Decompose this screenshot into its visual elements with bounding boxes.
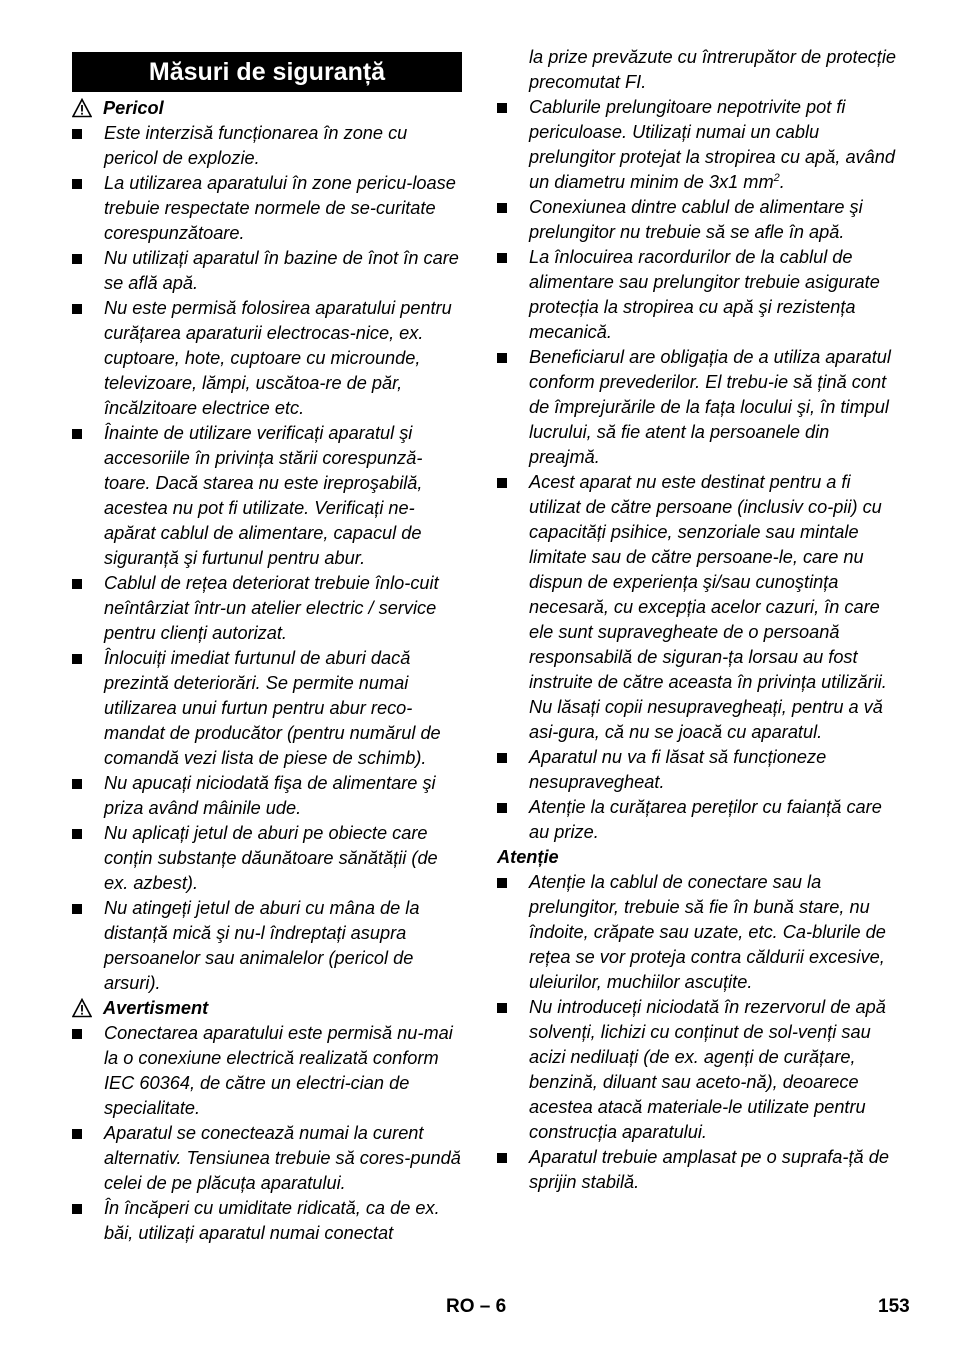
bullet-icon xyxy=(497,353,507,363)
list-item: La utilizarea aparatului în zone pericu-loase trebuie respectate normele de se-curitate corespunzătoare. xyxy=(72,171,462,246)
list-item: În încăperi cu umiditate ridicată, ca de ex. băi, utilizați aparatul numai conectat xyxy=(72,1196,462,1246)
bullet-icon xyxy=(72,254,82,264)
list-item: Nu este permisă folosirea aparatului pentru curățarea aparaturii electrocas-nice, ex. cuptoare, hote, cuptoare cu microunde, televizoare, lămpi, uscătoa-re de păr, încălzitoare electrice etc. xyxy=(72,296,462,421)
list-item: Aparatul trebuie amplasat pe o suprafa-ță de sprijin stabilă. xyxy=(497,1145,897,1195)
list-item: La înlocuirea racordurilor de la cablul de alimentare sau prelungitor trebuie asigurate protecția la stropirea cu apă şi rezistența mecanică. xyxy=(497,245,897,345)
bullet-icon xyxy=(497,1003,507,1013)
warning-icon xyxy=(72,998,92,1018)
list-item: Atenție la cablul de conectare sau la prelungitor, trebuie să fie în bună stare, nu îndoite, crăpate sau uzate, etc. Ca-blurile de rețea se vor proteja contra căldurii excesive, uleiurilor, muchiilor ascuțite. xyxy=(497,870,897,995)
list-item: Atenție la curățarea pereților cu faianță care au prize. xyxy=(497,795,897,845)
continued-text: la prize prevăzute cu întrerupător de protecție precomutat FI. xyxy=(529,47,896,92)
superscript: 2 xyxy=(773,172,780,184)
list-item: Conectarea aparatului este permisă nu-mai la o conexiune electrică realizată conform IEC 60364, de către un electri-cian de specialitate. xyxy=(72,1021,462,1121)
list-item: Înainte de utilizare verificați aparatul şi accesoriile în privința stării corespunză-toare. Dacă starea nu este ireproşabilă, acestea nu pot fi utilizate. Verificați ne-apărat cablul de alimentare, capacul de siguranță şi furtunul pentru abur. xyxy=(72,421,462,571)
list-item: Cablurile prelungitoare nepotrivite pot fi periculoase. Utilizați numai un cablu prelungitor protejat la stropirea cu apă, având un diametru minim de 3x1 $mm^2$. xyxy=(497,95,897,195)
list-item: Este interzisă funcționarea în zone cu pericol de explozie. xyxy=(72,121,462,171)
bullet-icon xyxy=(72,829,82,839)
page-title: Măsuri de siguranță xyxy=(72,52,462,92)
right-column xyxy=(497,45,897,1195)
bullet-icon xyxy=(497,103,507,113)
list-item: Conexiunea dintre cablul de alimentare şi prelungitor nu trebuie să se afle în apă. xyxy=(497,195,897,245)
bullet-icon xyxy=(497,478,507,488)
bullet-icon xyxy=(497,878,507,888)
bullet-icon xyxy=(72,429,82,439)
list-item: Aparatul nu va fi lăsat să funcționeze nesupravegheat. xyxy=(497,745,897,795)
heading-atentie: Atenție xyxy=(497,847,559,867)
list-item: Nu atingeți jetul de aburi cu mâna de la distanță mică şi nu-l îndreptați asupra persoanelor sau animalelor (pericol de arsuri). xyxy=(72,896,462,996)
bullet-icon xyxy=(497,753,507,763)
list-item: Nu utilizați aparatul în bazine de înot în care se află apă. xyxy=(72,246,462,296)
bullet-icon xyxy=(72,654,82,664)
bullet-icon xyxy=(72,304,82,314)
heading-pericol xyxy=(72,96,462,121)
list-item: Înlocuiți imediat furtunul de aburi dacă prezintă deteriorări. Se permite numai utilizarea unui furtun pentru abur reco-mandat de producător (pentru numărul de comandă vezi lista de piese de schimb). xyxy=(72,646,462,771)
list-item: Nu apucați niciodată fişa de alimentare şi priza având mâinile ude. xyxy=(72,771,462,821)
left-column xyxy=(72,45,462,1246)
heading-avertisment-label: Avertisment xyxy=(103,998,209,1018)
heading-avertisment xyxy=(72,996,462,1021)
bullet-icon xyxy=(497,253,507,263)
list-item: Nu introduceți niciodată în rezervorul de apă solvenți, lichizi cu conținut de sol-venți sau acizi nediluați (de ex. agenți de curățare, benzină, diluant sau aceto-nă), deoarece acestea atacă materiale-le utilizate pentru construcția aparatului. xyxy=(497,995,897,1145)
footer-section-label: RO – 6 xyxy=(446,1296,507,1317)
warning-icon xyxy=(72,98,92,118)
bullet-icon xyxy=(72,1129,82,1139)
list-item: Cablul de rețea deteriorat trebuie înlo-cuit neîntârziat într-un atelier electric / service pentru clienți autorizat. xyxy=(72,571,462,646)
bullet-icon xyxy=(497,803,507,813)
list-item: Aparatul se conectează numai la curent alternativ. Tensiunea trebuie să cores-pundă celei de pe plăcuța aparatului. xyxy=(72,1121,462,1196)
bullet-icon xyxy=(72,1204,82,1214)
list-item: Nu aplicați jetul de aburi pe obiecte care conțin substanțe dăunătoare sănătății (de ex. azbest). xyxy=(72,821,462,896)
list-item: Acest aparat nu este destinat pentru a fi utilizat de către persoane (inclusiv co-pii) cu capacități psihice, senzoriale sau mintale limitate sau de către persoane-le, care nu dispun de experiența şi/sau cunoştința necesară, cu excepția acelor cazuri, în care ele sunt supravegheate de o persoană responsabilă de siguran-ța lorsau au fost instruite de către aceasta în privința utilizării. Nu lăsați copii nesupravegheați, pentru a vă asi-gura, că nu se joacă cu aparatul. xyxy=(497,470,897,745)
page-number: 153 xyxy=(878,1296,910,1317)
bullet-icon xyxy=(72,1029,82,1039)
bullet-icon xyxy=(497,1153,507,1163)
heading-pericol-label: Pericol xyxy=(103,98,164,118)
bullet-icon xyxy=(72,579,82,589)
bullet-icon xyxy=(497,203,507,213)
bullet-icon xyxy=(72,179,82,189)
bullet-icon xyxy=(72,129,82,139)
bullet-icon xyxy=(72,779,82,789)
list-item: Beneficiarul are obligația de a utiliza aparatul conform prevederilor. El trebu-ie să țină cont de împrejurările de la fața locului şi, în timpul lucrului, să fie atent la persoanele din preajmă. xyxy=(497,345,897,470)
bullet-icon xyxy=(72,904,82,914)
